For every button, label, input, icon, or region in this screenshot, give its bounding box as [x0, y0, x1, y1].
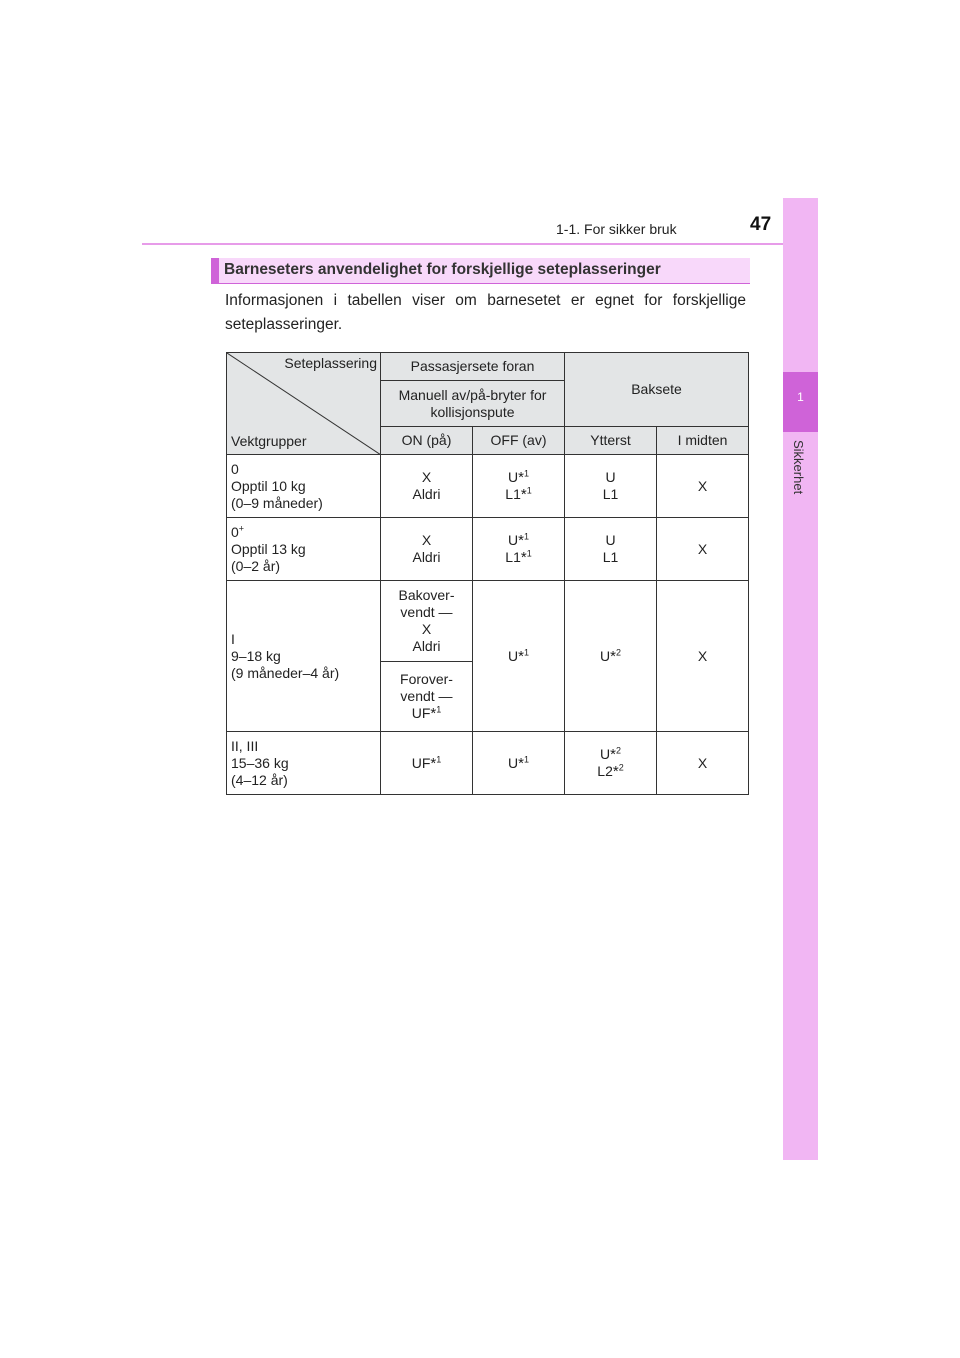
weight-group-cell: II, III 15–36 kg (4–12 år) — [227, 732, 381, 795]
cell-middle: X — [657, 581, 749, 732]
header-col-outer: Ytterst — [565, 427, 657, 455]
header-front-passenger: Passasjersete foran — [381, 353, 565, 381]
table-row — [227, 581, 749, 662]
cell-on: UF*$^1$ — [381, 732, 473, 795]
table-corner-cell — [227, 353, 381, 455]
cell-middle: X — [657, 732, 749, 795]
table-row — [227, 518, 749, 581]
cell-off: U*$^1$ L1*$^1$ — [473, 518, 565, 581]
table-row — [227, 732, 749, 795]
cell-outer: U*$^2$ L2*$^2$ — [565, 732, 657, 795]
cell-off: U*$^1$ L1*$^1$ — [473, 455, 565, 518]
cell-middle: X — [657, 455, 749, 518]
cell-on: X Aldri — [381, 455, 473, 518]
header-col-middle: I midten — [657, 427, 749, 455]
section-heading-accent — [211, 258, 219, 283]
cell-outer: U L1 — [565, 455, 657, 518]
corner-weight-group-label: Vektgrupper — [231, 433, 307, 449]
cell-off: U*$^1$ — [473, 581, 565, 732]
cell-middle: X — [657, 518, 749, 581]
section-heading — [211, 258, 750, 284]
cell-on: X Aldri — [381, 518, 473, 581]
header-section-title: 1-1. For sikker bruk — [556, 221, 677, 237]
header-divider — [142, 243, 818, 245]
header-col-on: ON (på) — [381, 427, 473, 455]
page-number: 47 — [750, 214, 772, 235]
cell-on-rear-facing: Bakover- vendt — X Aldri — [381, 581, 473, 662]
cell-off: U*$^1$ — [473, 732, 565, 795]
table-row — [227, 455, 749, 518]
child-seat-suitability-table — [226, 352, 749, 795]
header-rear-seat: Baksete — [565, 353, 749, 427]
header-airbag-switch: Manuell av/på-bryter for kollisjonspute — [381, 381, 565, 427]
chapter-side-tab — [783, 198, 818, 1160]
weight-group-cell: I 9–18 kg (9 måneder–4 år) — [227, 581, 381, 732]
intro-paragraph: Informasjonen i tabellen viser om barnesetet er egnet for forskjellige seteplasseringer. — [225, 292, 746, 333]
cell-outer: U L1 — [565, 518, 657, 581]
corner-seat-position-label: Seteplassering — [284, 355, 377, 371]
header-col-off: OFF (av) — [473, 427, 565, 455]
chapter-number: 1 — [797, 390, 804, 404]
chapter-label: Sikkerhet — [791, 440, 806, 495]
cell-on-forward-facing: Forover- vendt — UF*$^1$ — [381, 662, 473, 732]
weight-group-cell: 0+ Opptil 13 kg (0–2 år) — [227, 518, 381, 581]
section-heading-text: Barneseters anvendelighet for forskjellige seteplasseringer — [224, 261, 661, 278]
cell-outer: U*$^2$ — [565, 581, 657, 732]
weight-group-cell: 0 Opptil 10 kg (0–9 måneder) — [227, 455, 381, 518]
